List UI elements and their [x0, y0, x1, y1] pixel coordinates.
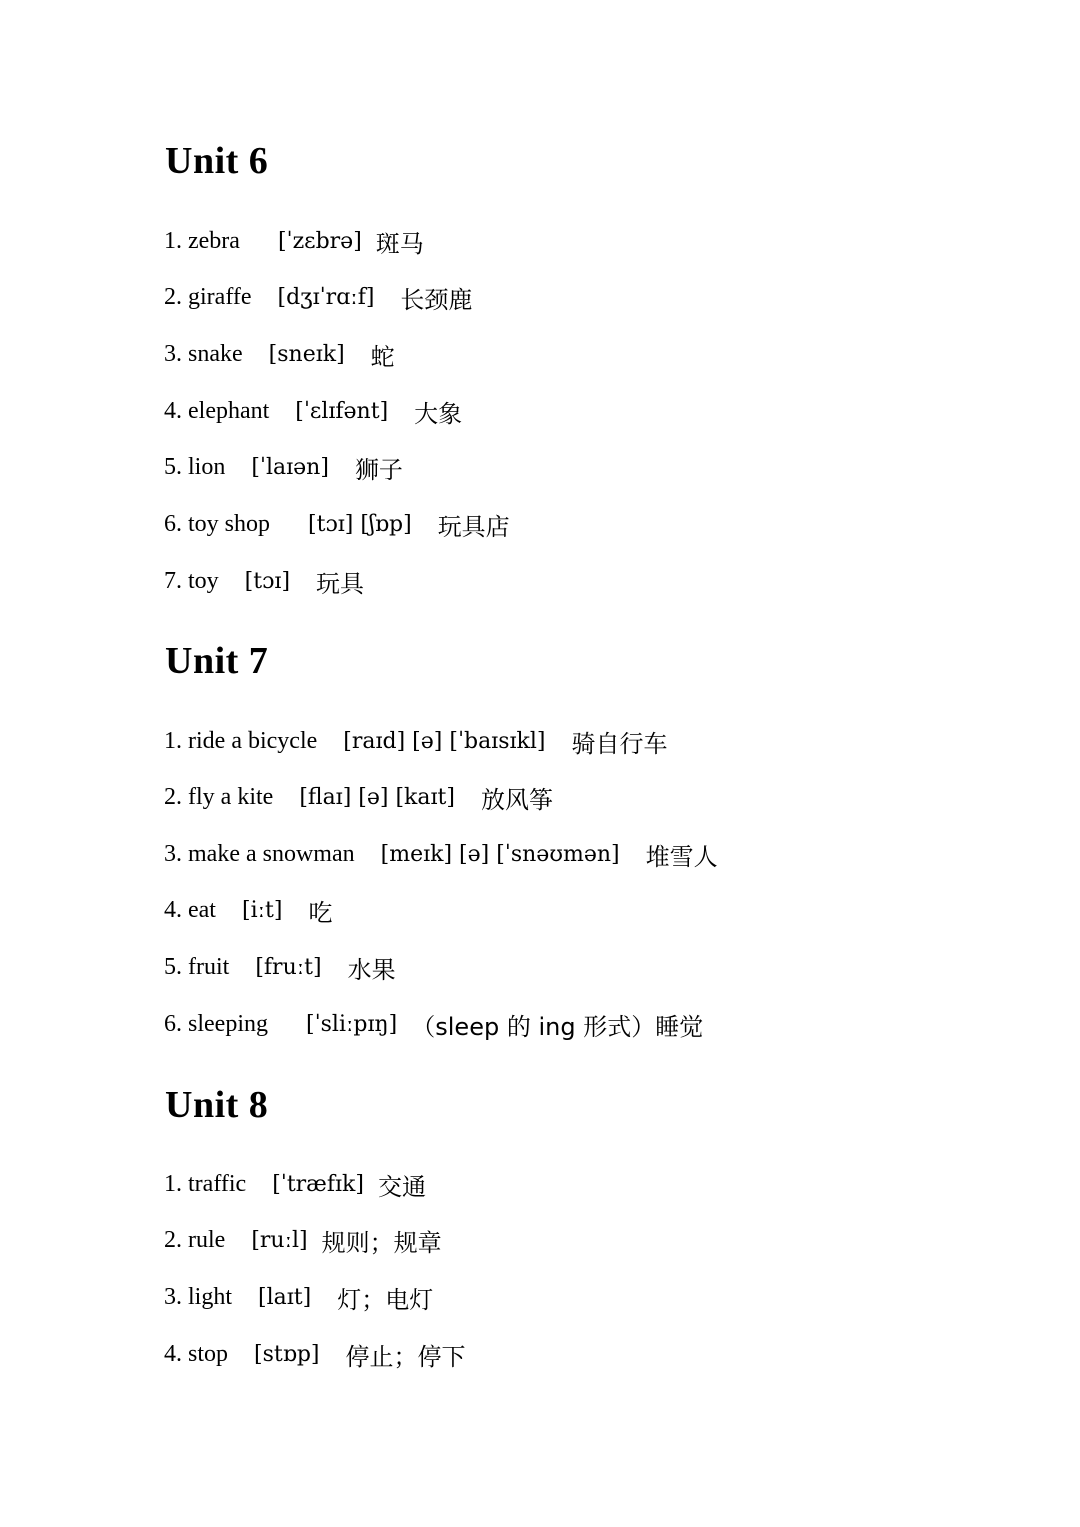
vocab-meaning: 交通 [377, 1172, 426, 1201]
vocab-term: 3. make a snowman [164, 840, 355, 867]
vocab-term: 1. zebra [164, 227, 240, 254]
vocab-phonetic: [flaɪ] [ə] [kaɪt] [299, 784, 455, 810]
vocab-meaning: 堆雪人 [645, 842, 718, 871]
vocab-item-make-a-snowman [164, 837, 718, 871]
vocab-meaning: 灯；电灯 [337, 1285, 434, 1314]
vocab-phonetic: [ˈlaɪən] [251, 454, 329, 480]
vocab-meaning: 吃 [308, 898, 333, 927]
vocab-meaning: 放风筝 [480, 785, 553, 814]
vocab-meaning: 规则；规章 [321, 1228, 442, 1257]
vocab-term: 5. lion [164, 453, 226, 480]
vocab-item-sleeping [164, 1007, 703, 1041]
vocab-phonetic: [raɪd] [ə] [ˈbaɪsɪkl] [343, 728, 546, 754]
vocab-term: 1. traffic [164, 1170, 247, 1197]
vocab-meaning: 大象 [414, 399, 463, 428]
vocab-item-light [164, 1280, 433, 1314]
vocab-term: 4. stop [164, 1340, 229, 1367]
vocab-meaning: 玩具 [316, 569, 365, 598]
vocab-phonetic: [tɔɪ] [244, 568, 291, 594]
vocab-phonetic: [ˈtræfɪk] [272, 1171, 364, 1197]
vocab-meaning: 停止；停下 [345, 1342, 466, 1371]
vocab-term: 2. giraffe [164, 283, 252, 310]
unit-8-title: Unit 8 [165, 1084, 269, 1126]
vocab-phonetic: [stɒp] [254, 1341, 320, 1367]
vocab-item-toy [164, 564, 364, 598]
vocab-phonetic: [fruːt] [255, 954, 322, 980]
vocab-meaning: 狮子 [354, 455, 403, 484]
vocab-meaning: 水果 [347, 955, 396, 984]
unit-6-title: Unit 6 [165, 140, 269, 182]
vocab-item-lion [164, 450, 403, 484]
vocab-item-elephant [164, 394, 462, 428]
vocab-item-stop [164, 1337, 465, 1371]
vocab-phonetic: [laɪt] [258, 1284, 312, 1310]
vocab-meaning: 斑马 [375, 229, 424, 258]
vocab-meaning: 骑自行车 [571, 729, 668, 758]
vocab-term: 6. toy shop [164, 510, 271, 537]
vocab-term: 5. fruit [164, 953, 230, 980]
vocab-item-traffic [164, 1167, 426, 1201]
vocab-item-giraffe [164, 280, 472, 314]
vocab-item-snake [164, 337, 395, 371]
vocab-phonetic: [dʒɪˈrɑːf] [277, 284, 375, 310]
unit-7-title: Unit 7 [165, 640, 269, 682]
vocab-term: 3. light [164, 1283, 233, 1310]
vocab-term: 2. fly a kite [164, 783, 274, 810]
vocab-term: 1. ride a bicycle [164, 727, 318, 754]
vocab-term: 4. eat [164, 896, 216, 923]
vocab-term: 3. snake [164, 340, 243, 367]
vocab-item-fly-a-kite [164, 780, 553, 814]
vocab-meaning: 蛇 [370, 342, 395, 371]
vocab-term: 6. sleeping [164, 1010, 268, 1037]
vocab-item-eat [164, 893, 332, 927]
vocab-phonetic: [ˈzɛbrə] [277, 228, 362, 254]
vocab-phonetic: [tɔɪ] [ʃɒp] [308, 511, 412, 537]
vocab-meaning: 长颈鹿 [400, 285, 473, 314]
vocab-phonetic: [sneɪk] [268, 341, 345, 367]
vocab-phonetic: [ˈsliːpɪŋ] [305, 1011, 398, 1037]
vocab-phonetic: [ˈɛlɪfənt] [295, 398, 389, 424]
vocab-meaning: 玩具店 [437, 512, 510, 541]
vocab-term: 4. elephant [164, 397, 270, 424]
vocab-term: 2. rule [164, 1226, 226, 1253]
vocab-meaning: （sleep 的 ing 形式）睡觉 [411, 1012, 704, 1041]
vocab-item-ride-a-bicycle [164, 724, 668, 758]
vocab-item-toy-shop [164, 507, 510, 541]
vocab-phonetic: [ruːl] [251, 1227, 308, 1253]
vocab-item-zebra [164, 224, 424, 258]
vocab-item-rule [164, 1223, 442, 1257]
vocab-term: 7. toy [164, 567, 219, 594]
vocab-phonetic: [iːt] [241, 897, 283, 923]
vocab-phonetic: [meɪk] [ə] [ˈsnəʊmən] [380, 841, 620, 867]
vocab-item-fruit [164, 950, 396, 984]
